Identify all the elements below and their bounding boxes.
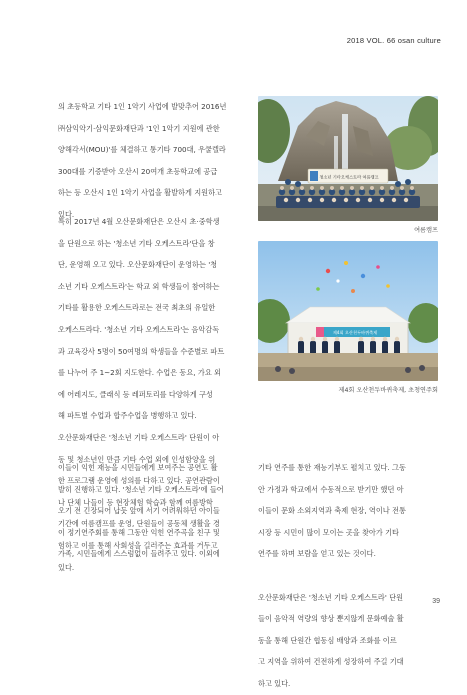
text-line: 안 가정과 학교에서 수동적으로 받기만 했던 아 [258, 484, 404, 494]
text-line: 동 및 청소년인 만큼 기타 수업 외에 인성함양을 위 [58, 454, 216, 464]
text-line: 기간에 여름캠프를 운영, 단원들이 공동체 생활을 경 [58, 519, 220, 529]
text-line: 오기 전 긴장되어 납듯 앞에 서기 어려워하던 아이들 [58, 506, 220, 516]
text-line: 연주를 하며 보람을 얻고 있는 것이다. [258, 549, 376, 559]
text-line: 의 초등학교 기타 1인 1악기 사업에 발맞추어 2016년 [58, 102, 227, 111]
text-line: 이 정기연주회를 통해 그동안 익힌 연주곡을 친구 및 [58, 527, 220, 537]
text-line: 해 파트별 수업과 합주수업을 병행하고 있다. [58, 411, 197, 421]
text-line: 들이 음악적 역량의 향상 뿐지않게 문화예술 활 [258, 614, 404, 624]
text-line: 기타를 활용한 오케스트라로는 전국 최초의 유일한 [58, 303, 216, 313]
photo-caption: 제4회 오산천두바퀴축제, 초청연주회 [338, 387, 438, 394]
body-text-left-top [58, 96, 243, 226]
page-header: 2018 VOL. 66 osan culture [346, 36, 441, 45]
page-number: 39 [432, 598, 440, 605]
text-line: 시장 등 시민이 많이 모이는 곳을 찾아가 기타 [258, 527, 399, 537]
photo-caption: 여름캠프 [414, 227, 438, 234]
text-line: 양해각서(MOU)'를 체결하고 통기타 700대, 우쿨렐라 [58, 145, 226, 155]
text-line: 을 단원으로 하는 '청소년 기타 오케스트라'단을 창 [58, 238, 215, 248]
text-line: 험하고 이를 통해 사회성을 길러주는 효과를 거두고 [58, 540, 218, 550]
text-line: 단, 운영해 오고 있다. 오산문화재단이 운영하는 '청 [58, 260, 218, 270]
text-line: 나 단체 나들이 등 현장체험 학습과 함께 여름방학 [58, 497, 213, 507]
text-line: 300대를 기증받아 오산시 20여개 초등학교에 공급 [58, 166, 218, 176]
text-line: 소년 기타 오케스트라'는 학교 외 학생들이 참여하는 [58, 281, 220, 291]
summer-camp-photo [258, 96, 438, 221]
text-line: 있다. [58, 209, 75, 219]
banner-text: 청소년 기타오케스트라 여름캠프 [319, 174, 379, 180]
text-line: 를 나누어 주 1~2회 지도한다. 수업은 동요, 가요 외 [58, 368, 221, 378]
festival-concert-photo [258, 241, 438, 381]
text-line: 특히 2017년 4월 오산문화재단은 오산시 초·중학생 [58, 217, 220, 226]
text-line: 가족, 시민들에게 스스럼없이 들려주고 있다. 이외에 [58, 549, 220, 559]
text-line: 하는 등 오산시 1인 1악기 사업을 활발하게 지원하고 [58, 188, 223, 198]
text-line: 이들이 문화 소외지역과 축제 현장, 역이나 전통 [258, 506, 406, 516]
text-line: 있다. [58, 562, 75, 572]
body-text-right-bottom [258, 457, 438, 695]
text-line: 오케스트라다. '청소년 기타 오케스트라'는 음악감독 [58, 324, 220, 334]
text-line: 고 지역을 위하여 건전하게 성장하여 주길 기대 [258, 657, 404, 667]
text-line: 동을 통해 단원간 협동심 배양과 조화를 이르 [258, 635, 397, 645]
text-line: 오산문화재단은 '청소년 기타 오케스트라' 단원 [258, 592, 404, 602]
text-line: ㈜삼익악기·삼익문화재단과 '1인 1악기 지원에 관한 [58, 123, 220, 133]
text-line: 오산문화재단은 '청소년 기타 오케스트라' 단원이 아 [58, 432, 220, 442]
text-line [258, 565, 438, 587]
text-line: 기타 연주를 통한 재능기부도 펼치고 있다. 그동 [258, 463, 406, 472]
text-line: 이들이 익힌 재능을 시민들에게 보여주는 공연도 활 [58, 463, 218, 472]
text-line: 하고 있다. [258, 678, 291, 688]
body-text-left-bottom [58, 457, 243, 565]
banner-text: 제4회 오산천두바퀴축제 [332, 330, 378, 335]
text-line: 발히 진행하고 있다. '청소년 기타 오케스트라'에 들어 [58, 484, 224, 494]
text-line: 과 교육강사 5명이 50여명의 학생들을 수준별로 파트 [58, 346, 225, 356]
text-line: 에 어레지도, 클래식 등 레퍼토리를 다양하게 구성 [58, 389, 213, 399]
text-line: 한 프로그램 운영에 성의를 다하고 있다. 공연관람이 [58, 476, 220, 486]
